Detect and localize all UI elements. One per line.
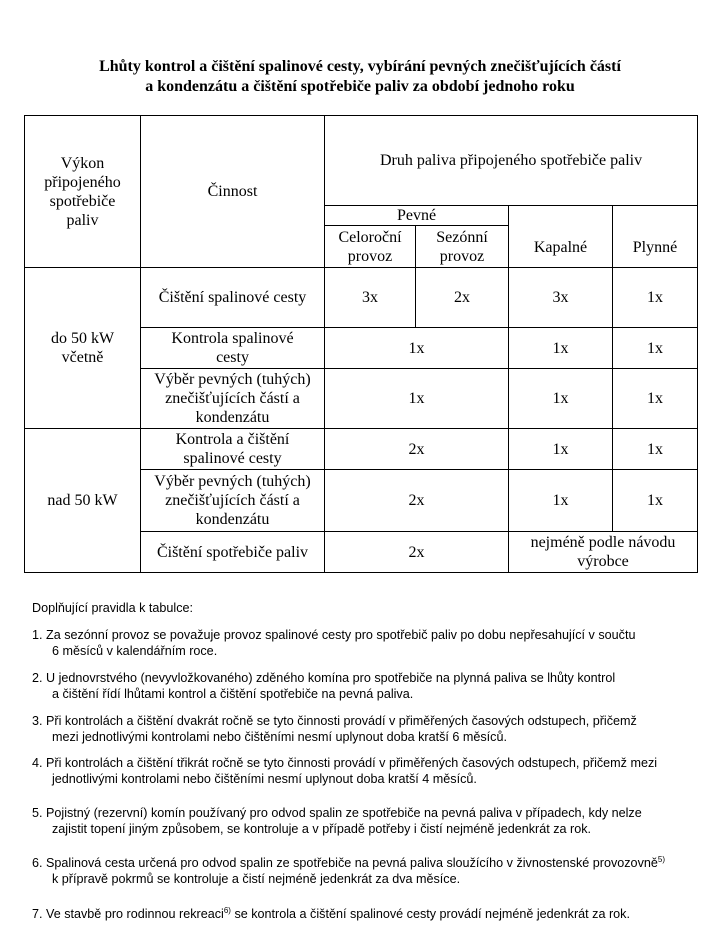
- table-cell-value: 1x: [613, 369, 698, 429]
- table-cell-cinnost: Čištění spalinové cesty: [141, 268, 325, 328]
- note-line: zajistit topení jiným způsobem, se kontroluje a v případě potřeby i čistí nejméně jedenkrát za rok.: [52, 822, 592, 836]
- title-line-2: a kondenzátu a čištění spotřebiče paliv za období jednoho roku: [145, 78, 575, 95]
- header-vykon: Výkon připojeného spotřebiče paliv: [25, 116, 141, 268]
- table-cell-value: 1x: [613, 429, 698, 470]
- table-cell-value: 1x: [613, 470, 698, 532]
- table-cell-value: nejméně podle návodu výrobce: [509, 532, 698, 573]
- note-5: [32, 805, 694, 837]
- note-line: [32, 855, 694, 871]
- table-cell-cinnost: Kontrola a čištění spalinové cesty: [141, 429, 325, 470]
- note-text: 7. Ve stavbě pro rodinnou rekreaci: [32, 907, 224, 921]
- note-text: se kontrola a čištění spalinové cesty provádí nejméně jedenkrát za rok.: [230, 907, 630, 921]
- note-1: [32, 627, 694, 659]
- note-4: [32, 755, 694, 787]
- table-cell-value: 1x: [509, 369, 613, 429]
- note-line: [32, 906, 694, 922]
- footnote-ref: 6): [223, 905, 231, 915]
- note-line: mezi jednotlivými kontrolami nebo čištěními nesmí uplynout doba kratší 6 měsíců.: [52, 730, 507, 744]
- note-line: 5. Pojistný (rezervní) komín používaný pro odvod spalin ze spotřebiče na pevná paliva v případech, kdy nelze: [32, 806, 642, 820]
- note-6: [32, 855, 694, 887]
- header-plynne: Plynné: [613, 206, 698, 268]
- note-7: [32, 906, 694, 922]
- table-cell-value: 3x: [509, 268, 613, 328]
- note-line: 4. Při kontrolách a čištění třikrát ročně se tyto činnosti provádí v přiměřených časových odstupech, přičemž mezi: [32, 756, 658, 770]
- table-cell-value: 2x: [325, 470, 509, 532]
- table-cell-value: 2x: [416, 268, 509, 328]
- table-cell-value: 1x: [509, 328, 613, 369]
- header-kapalne: Kapalné: [509, 206, 613, 268]
- header-pevne: Pevné: [325, 206, 509, 226]
- group-label-nad-50kw: nad 50 kW: [25, 429, 141, 573]
- title-line-1: Lhůty kontrol a čištění spalinové cesty, vybírání pevných znečišťujících částí: [99, 58, 621, 75]
- table-cell-value: 1x: [325, 328, 509, 369]
- note-line: 2. U jednovrstvého (nevyvložkovaného) zděného komína pro spotřebiče na plynná paliva se lhůty kontrol: [32, 671, 616, 685]
- table-cell-cinnost: Čištění spotřebiče paliv: [141, 532, 325, 573]
- table-cell-cinnost: Výběr pevných (tuhých) znečišťujících částí a kondenzátu: [141, 470, 325, 532]
- table-cell-cinnost: Výběr pevných (tuhých) znečišťujících částí a kondenzátu: [141, 369, 325, 429]
- table-cell-value: 3x: [325, 268, 416, 328]
- table-cell-value: 1x: [325, 369, 509, 429]
- note-2: [32, 670, 694, 702]
- note-line: k přípravě pokrmů se kontroluje a čistí nejméně jedenkrát za dva měsíce.: [52, 872, 461, 886]
- note-3: [32, 713, 694, 745]
- group-label-do-50kw: do 50 kW včetně: [25, 268, 141, 429]
- note-line: 3. Při kontrolách a čištění dvakrát ročně se tyto činnosti provádí v přiměřených časových odstupech, přičemž: [32, 714, 637, 728]
- table-cell-value: 1x: [613, 268, 698, 328]
- header-druh-paliva: Druh paliva připojeného spotřebiče paliv: [325, 116, 698, 206]
- table-cell-value: 2x: [325, 532, 509, 573]
- table-cell-value: 1x: [613, 328, 698, 369]
- header-sezonni: Sezónní provoz: [416, 226, 509, 268]
- document-title: [60, 57, 660, 97]
- notes-heading: Doplňující pravidla k tabulce:: [32, 601, 194, 615]
- inspection-intervals-table: [24, 115, 698, 573]
- header-cinnost: Činnost: [141, 116, 325, 268]
- table-cell-cinnost: Kontrola spalinové cesty: [141, 328, 325, 369]
- note-line: jednotlivými kontrolami nebo čištěními nesmí uplynout doba kratší 4 měsíců.: [52, 772, 477, 786]
- note-line: 1. Za sezónní provoz se považuje provoz spalinové cesty pro spotřebič paliv po dobu nepřesahující v součtu: [32, 628, 636, 642]
- table-cell-value: 1x: [509, 429, 613, 470]
- table-cell-value: 1x: [509, 470, 613, 532]
- header-celorocni: Celoroční provoz: [325, 226, 416, 268]
- table-cell-value: 2x: [325, 429, 509, 470]
- note-text: 6. Spalinová cesta určená pro odvod spalin ze spotřebiče na pevná paliva sloužícího v živnostenské provozovně: [32, 856, 658, 870]
- note-line: 6 měsíců v kalendářním roce.: [52, 644, 218, 658]
- footnote-ref: 5): [657, 854, 665, 864]
- note-line: a čištění řídí lhůtami kontrol a čištění spotřebiče na pevná paliva.: [52, 687, 414, 701]
